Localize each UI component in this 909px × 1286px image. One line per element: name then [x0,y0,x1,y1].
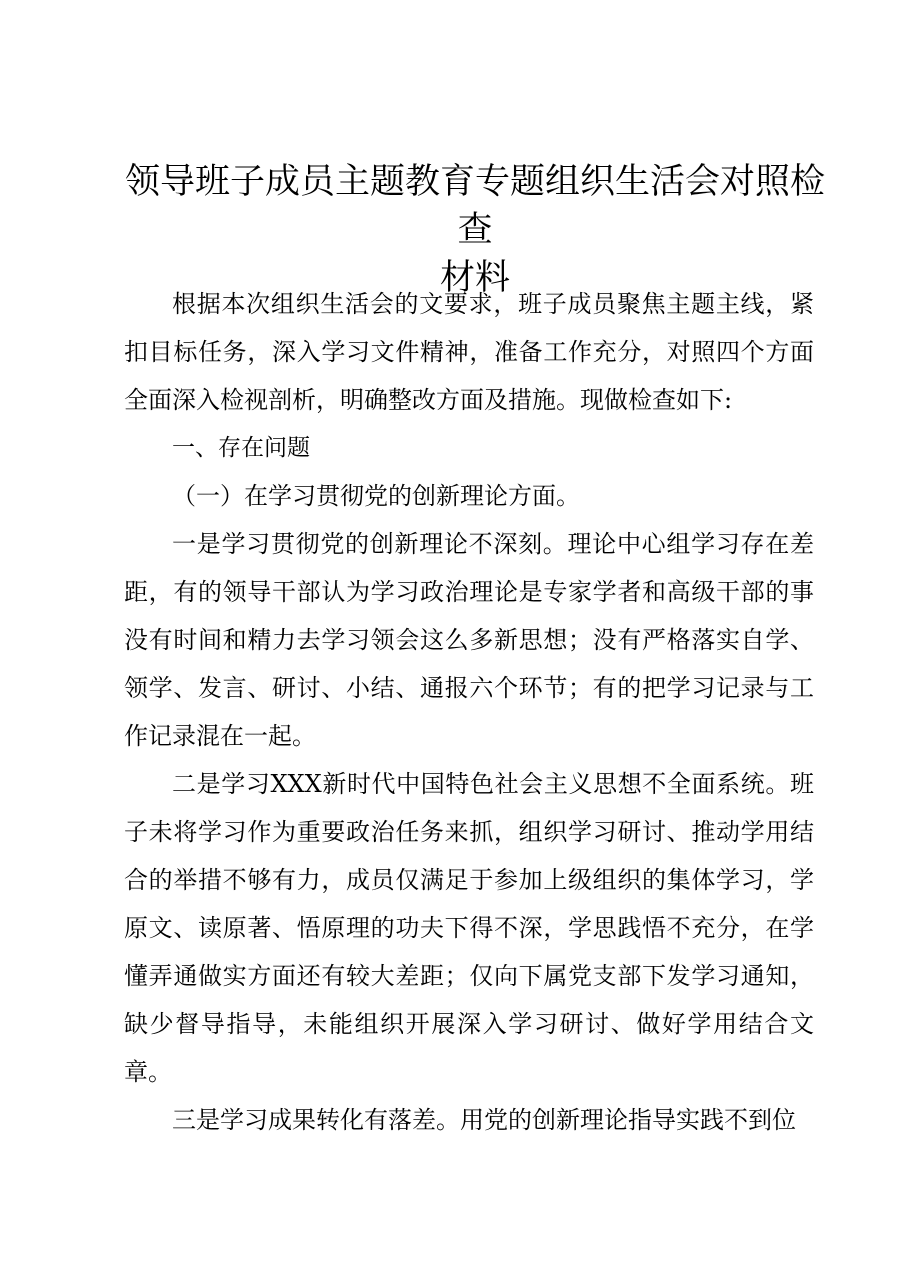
point-paragraph-3: 三是学习成果转化有落差。用党的创新理论指导实践不到位 [172,1106,796,1134]
title-line-2: 材料 [439,258,510,298]
title-line-1: 领导班子成员主题教育专题组织生活会对照检查 [124,162,825,250]
point-paragraph-1: 一是学习贯彻党的创新理论不深刻。理论中心组学习存在差距，有的领导干部认为学习政治理论是专家学者和高级干部的事没有时间和精力去学习领会这么多新思想；没有严格落实自学、领学、发言、研讨、小结、通报六个环节；有的把学习记录与工作记录混在一起。 [124,530,814,750]
subsection-heading: （一）在学习贯彻党的创新理论方面。 [172,482,580,510]
point-paragraph-2: 二是学习XXX新时代中国特色社会主义思想不全面系统。班子未将学习作为重要政治任务来抓，组织学习研讨、推动学用结合的举措不够有力，成员仅满足于参加上级组织的集体学习，学原文、读原著、悟原理的功夫下得不深，学思践悟不充分，在学懂弄通做实方面还有较大差距；仅向下属党支部下发学习通知，缺少督导指导，未能组织开展深入学习研讨、做好学用结合文章。 [124,770,814,1086]
section-heading: 一、存在问题 [172,435,310,461]
document-body [124,280,814,1144]
intro-paragraph: 根据本次组织生活会的文要求，班子成员聚焦主题主线，紧扣目标任务，深入学习文件精神，准备工作充分，对照四个方面全面深入检视剖析，明确整改方面及措施。现做检查如下: [124,290,814,414]
